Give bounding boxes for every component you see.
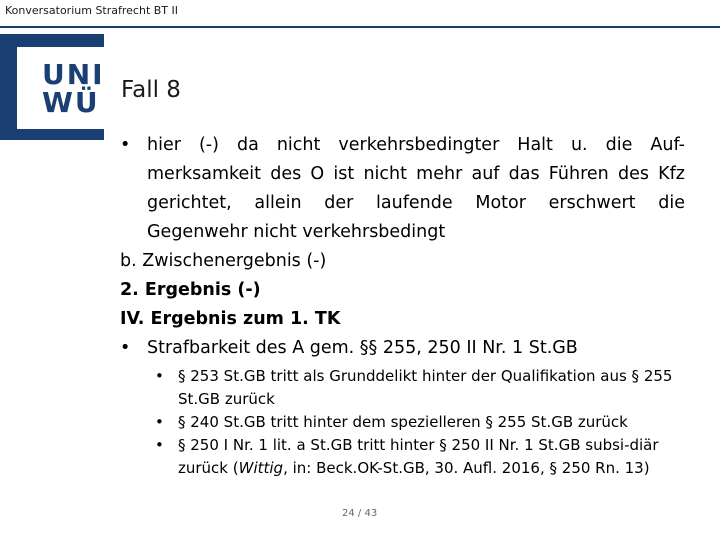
- citation-author: Wittig: [238, 459, 284, 477]
- section-result-heading: IV. Ergebnis zum 1. TK: [120, 309, 341, 329]
- bullet-icon: •: [155, 436, 164, 454]
- sub-bullet-text-part: § 250 I Nr. 1 lit. a St.GB tritt hinter § 250 II Nr. 1 St.GB subsi-diär zurück (: [178, 436, 659, 477]
- sub-bullet-text: § 240 St.GB tritt hinter dem spezielleren § 255 St.GB zurück: [178, 413, 628, 431]
- slide-title: Fall 8: [121, 77, 181, 103]
- bullet-text: Strafbarkeit des A gem. §§ 255, 250 II Nr. 1 St.GB: [147, 338, 578, 358]
- bullet-text: hier (-) da nicht verkehrsbedingter Halt u. die Auf-merksamkeit des O ist nicht mehr auf das Führen des Kfz gerichtet, allein der laufende Motor erschwert die Gegenwehr nicht verkehrsbedingt: [147, 135, 685, 242]
- result-heading: 2. Ergebnis (-): [120, 280, 261, 300]
- bullet-icon: •: [155, 413, 164, 431]
- bullet-icon: •: [120, 338, 131, 358]
- sub-bullet-text-part: , in: Beck.OK-St.GB, 30. Aufl. 2016, § 250 Rn. 13): [283, 459, 650, 477]
- sub-bullet-text: § 253 St.GB tritt als Grunddelikt hinter der Qualifikation aus § 255 St.GB zurück: [178, 367, 673, 408]
- sub-bullet-text: [178, 436, 659, 477]
- bullet-item: [120, 131, 685, 247]
- bullet-item: [120, 334, 685, 363]
- bullet-icon: •: [120, 135, 131, 155]
- bullet-icon: •: [155, 367, 164, 385]
- header-course-title: Konversatorium Strafrecht BT II: [5, 4, 179, 17]
- sub-bullet-item: [120, 434, 685, 480]
- page-number: 24 / 43: [342, 508, 378, 519]
- sub-bullet-item: [120, 365, 685, 411]
- sub-bullet-item: [120, 411, 685, 434]
- logo-text-line2: WÜ: [42, 86, 100, 119]
- intermediate-result: b. Zwischenergebnis (-): [120, 251, 327, 271]
- logo-text-line1: UNI: [42, 58, 105, 91]
- slide-content: [120, 131, 685, 480]
- header-rule: [0, 26, 720, 28]
